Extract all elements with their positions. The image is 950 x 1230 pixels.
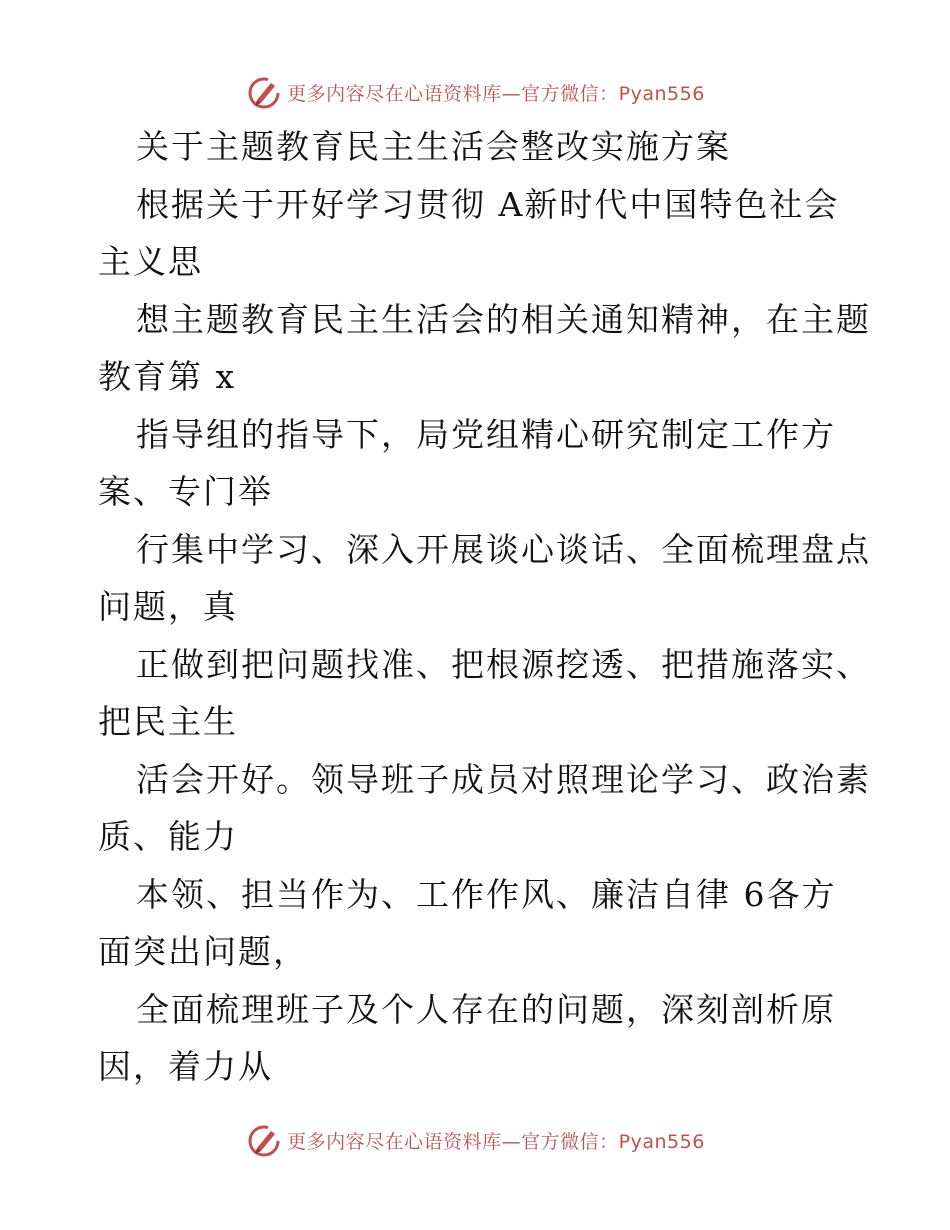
text-line: 关于主题教育民主生活会整改实施方案 bbox=[136, 127, 731, 166]
text-line: 质、能力 bbox=[98, 817, 238, 856]
text-line: 案、专门举 bbox=[98, 472, 273, 511]
footer-banner bbox=[0, 1120, 950, 1160]
text-line: 根据关于开好学习贯彻 A新时代中国特色社会 bbox=[136, 184, 840, 224]
footer-banner-text: 更多内容尽在心语资料库—官方微信：Pyan556 bbox=[287, 1130, 705, 1153]
header-banner bbox=[0, 72, 950, 112]
text-line: 指导组的指导下，局党组精心研究制定工作方 bbox=[136, 414, 836, 454]
text-line: 全面梳理班子及个人存在的问题，深刻剖析原 bbox=[136, 989, 836, 1029]
text-line: 主义思 bbox=[98, 242, 203, 281]
text-line: 教育第 x bbox=[98, 357, 237, 396]
text-line: 因，着力从 bbox=[98, 1047, 273, 1086]
text-line: 把民主生 bbox=[98, 702, 238, 741]
text-line: 正做到把问题找准、把根源挖透、把措施落实、 bbox=[136, 644, 871, 684]
document-body bbox=[98, 118, 871, 1096]
text-line: 面突出问题， bbox=[98, 932, 308, 971]
header-banner-text: 更多内容尽在心语资料库—官方微信：Pyan556 bbox=[287, 82, 705, 105]
pen-circle-logo-icon bbox=[245, 73, 283, 111]
text-line: 活会开好。领导班子成员对照理论学习、政治素 bbox=[136, 759, 871, 799]
text-line: 本领、担当作为、工作作风、廉洁自律 6各方 bbox=[136, 874, 837, 914]
pen-circle-logo-icon bbox=[245, 1121, 283, 1159]
text-line: 想主题教育民主生活会的相关通知精神，在主题 bbox=[136, 299, 871, 339]
text-line: 问题，真 bbox=[98, 587, 238, 626]
text-line: 行集中学习、深入开展谈心谈话、全面梳理盘点 bbox=[136, 529, 871, 569]
